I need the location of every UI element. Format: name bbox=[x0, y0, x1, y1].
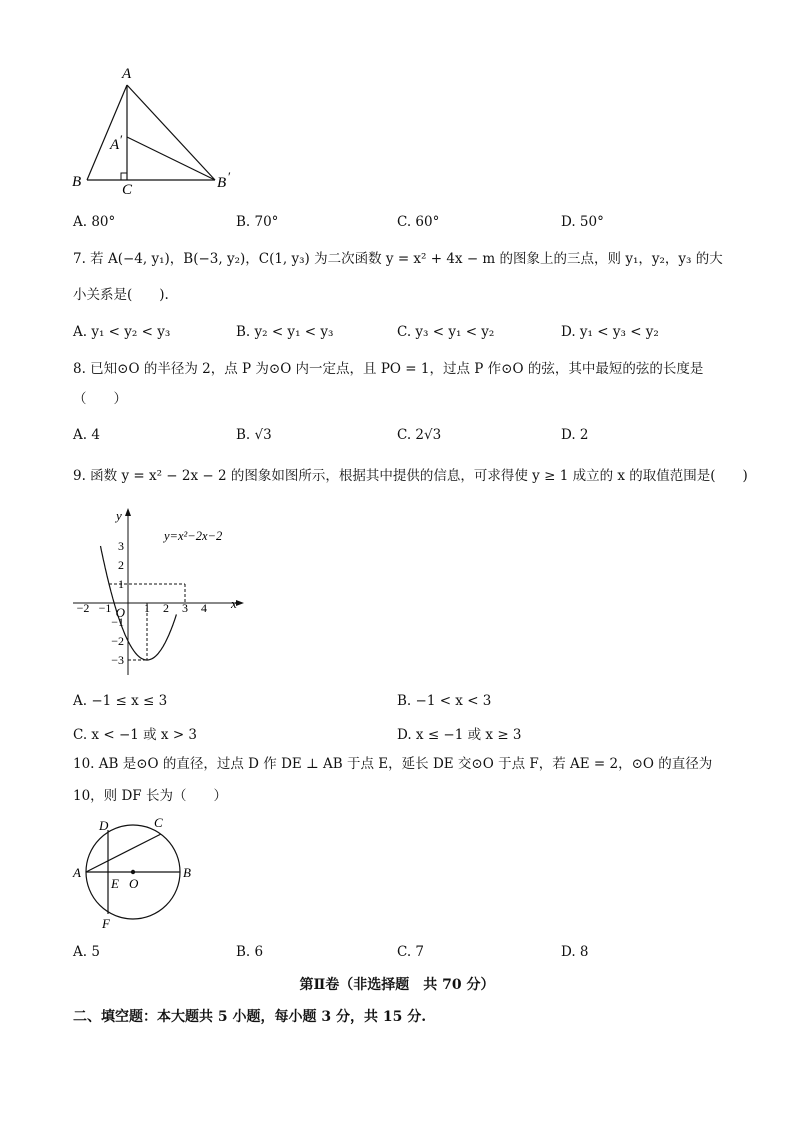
label-F: F bbox=[102, 916, 110, 931]
x-tick-label: 3 bbox=[182, 601, 188, 615]
q7-option-a[interactable]: A. y₁ < y₂ < y₃ bbox=[73, 324, 171, 340]
x-tick-label: −2 bbox=[76, 601, 90, 615]
q7-text-line2: 小关系是( ). bbox=[73, 287, 169, 303]
curve-label: y=x²−2x−2 bbox=[164, 529, 223, 543]
label-E: E bbox=[111, 876, 119, 891]
q8-option-d[interactable]: D. 2 bbox=[561, 427, 589, 443]
q9-option-d[interactable]: D. x ≤ −1 或 x ≥ 3 bbox=[397, 727, 522, 743]
label-B: B bbox=[72, 174, 82, 190]
origin-label: O bbox=[115, 605, 125, 620]
q10-option-c[interactable]: C. 7 bbox=[397, 944, 425, 960]
x-tick-label: −1 bbox=[98, 601, 112, 615]
q9-option-b[interactable]: B. −1 < x < 3 bbox=[397, 693, 492, 709]
x-tick-label: 1 bbox=[144, 601, 150, 615]
label-A-prime-mark: ′ bbox=[120, 132, 123, 147]
y-tick-label: 3 bbox=[118, 539, 124, 553]
y-tick-label: 1 bbox=[118, 577, 124, 591]
q9-parabola-graph bbox=[68, 500, 258, 685]
x-axis-label: x bbox=[231, 596, 237, 611]
q10-option-d[interactable]: D. 8 bbox=[561, 944, 589, 960]
q7-option-d[interactable]: D. y₁ < y₃ < y₂ bbox=[561, 324, 659, 340]
q8-option-a[interactable]: A. 4 bbox=[73, 427, 100, 443]
label-C: C bbox=[122, 182, 133, 198]
q7-option-b[interactable]: B. y₂ < y₁ < y₃ bbox=[236, 324, 334, 340]
q6-option-a[interactable]: A. 80° bbox=[73, 214, 116, 230]
y-axis-label: y bbox=[116, 508, 122, 523]
x-tick-label: 4 bbox=[201, 601, 207, 615]
q8-option-c[interactable]: C. 2√3 bbox=[397, 427, 442, 443]
label-B-prime-mark: ′ bbox=[228, 169, 231, 184]
q10-option-a[interactable]: A. 5 bbox=[73, 944, 100, 960]
label-A: A bbox=[73, 865, 81, 880]
fill-blank-heading: 二、填空题：本大题共 5 小题，每小题 3 分，共 15 分. bbox=[73, 1009, 427, 1025]
x-tick-label: 2 bbox=[163, 601, 169, 615]
q6-option-c[interactable]: C. 60° bbox=[397, 214, 440, 230]
section-2-title: 第Ⅱ卷（非选择题 共 70 分） bbox=[299, 977, 495, 993]
q8-text-line2: （ ） bbox=[73, 391, 127, 407]
q10-text-line1: 10. AB 是⊙O 的直径，过点 D 作 DE ⊥ AB 于点 E，延长 DE 交⊙O 于点 F，若 AE = 2，⊙O 的直径为 bbox=[73, 756, 713, 772]
triangle-figure bbox=[60, 62, 250, 202]
y-tick-label: 2 bbox=[118, 558, 124, 572]
label-C: C bbox=[154, 815, 163, 830]
y-tick-label: −1 bbox=[111, 615, 124, 629]
q10-circle-figure bbox=[68, 812, 208, 940]
label-B-prime: B bbox=[217, 175, 227, 191]
q7-option-c[interactable]: C. y₃ < y₁ < y₂ bbox=[397, 324, 495, 340]
y-tick-label: −2 bbox=[111, 634, 124, 648]
label-A-prime: A bbox=[110, 137, 120, 153]
q9-text-line1: 9. 函数 y = x² − 2x − 2 的图象如图所示，根据其中提供的信息，可求得使 y ≥ 1 成立的 x 的取值范围是( ) bbox=[73, 468, 748, 484]
q9-option-a[interactable]: A. −1 ≤ x ≤ 3 bbox=[73, 693, 168, 709]
label-B: B bbox=[183, 865, 191, 880]
q7-text-line1: 7. 若 A(−4, y₁)，B(−3, y₂)，C(1, y₃) 为二次函数 y = x² + 4x − m 的图象上的三点，则 y₁，y₂，y₃ 的大 bbox=[73, 251, 723, 267]
q8-option-b[interactable]: B. √3 bbox=[236, 427, 272, 443]
y-tick-label: −3 bbox=[111, 653, 124, 667]
q9-option-c[interactable]: C. x < −1 或 x > 3 bbox=[73, 727, 198, 743]
label-O: O bbox=[129, 876, 139, 891]
q10-text-line2: 10，则 DF 长为（ ） bbox=[73, 788, 227, 804]
label-D: D bbox=[99, 818, 109, 833]
q6-option-d[interactable]: D. 50° bbox=[561, 214, 604, 230]
q6-option-b[interactable]: B. 70° bbox=[236, 214, 279, 230]
q10-option-b[interactable]: B. 6 bbox=[236, 944, 264, 960]
q8-text-line1: 8. 已知⊙O 的半径为 2，点 P 为⊙O 内一定点，且 PO = 1，过点 P 作⊙O 的弦，其中最短的弦的长度是 bbox=[73, 361, 704, 377]
label-A: A bbox=[122, 66, 132, 82]
